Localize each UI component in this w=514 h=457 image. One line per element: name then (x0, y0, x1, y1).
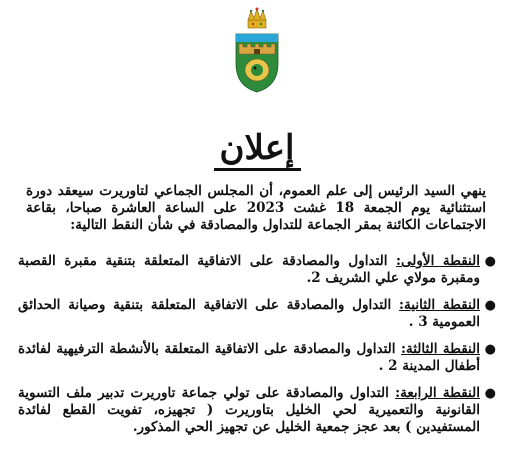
coat-of-arms-emblem (233, 6, 281, 94)
agenda-item-text: التداول والمصادقة على الاتفاقية المتعلقة بالأنشطة الترفيهية لفائدة أطفال المدينة 2 . (18, 341, 480, 374)
agenda-item (18, 385, 496, 436)
agenda-item (18, 297, 496, 331)
agenda-item (18, 253, 496, 287)
bullet-icon: ● (484, 254, 496, 269)
agenda-item (18, 341, 496, 375)
agenda-item-label: النقطة الأولى: (396, 253, 480, 269)
bullet-icon: ● (484, 298, 496, 313)
agenda-list (18, 253, 496, 446)
intro-paragraph: ينهي السيد الرئيس إلى علم العموم، أن المجلس الجماعي لتاوريرت سيعقد دورة استثنائية يوم الجمعة 18 غشت 2023 على الساعة العاشرة صباحا، بقاعة الاجتماعات الكائنة بمقر الجماعة للتداول والمصادقة في شأن النقط التالية: (26, 183, 486, 233)
announcement-title (0, 128, 514, 168)
agenda-item-label: النقطة الثانية: (399, 297, 480, 313)
bullet-icon: ● (484, 342, 496, 357)
agenda-item-label: النقطة الثالثة: (401, 341, 480, 357)
announcement-title-text: إعلان (214, 128, 301, 171)
agenda-item-text: التداول والمصادقة على تولي جماعة تاوريرت تدبير ملف التسوية القانونية والتعميرية لحي الخليل بتاوريرت ( تجهيزه، تفويت القطع لفائدة المستفيدين ) بعد عجز جمعية الخليل عن تجهيز الحي المذكور. (18, 385, 480, 435)
agenda-item-label: النقطة الرابعة: (395, 385, 480, 401)
bullet-icon: ● (484, 386, 496, 401)
agenda-item-text: التداول والمصادقة على الاتفاقية المتعلقة بتنقية مقبرة القصبة ومقبرة مولاي علي الشريف 2. (18, 253, 480, 286)
agenda-item-text: التداول والمصادقة على الاتفاقية المتعلقة بتنقية وصيانة الحدائق العمومية 3 . (18, 297, 480, 330)
municipal-coat-of-arms-icon (233, 6, 281, 94)
